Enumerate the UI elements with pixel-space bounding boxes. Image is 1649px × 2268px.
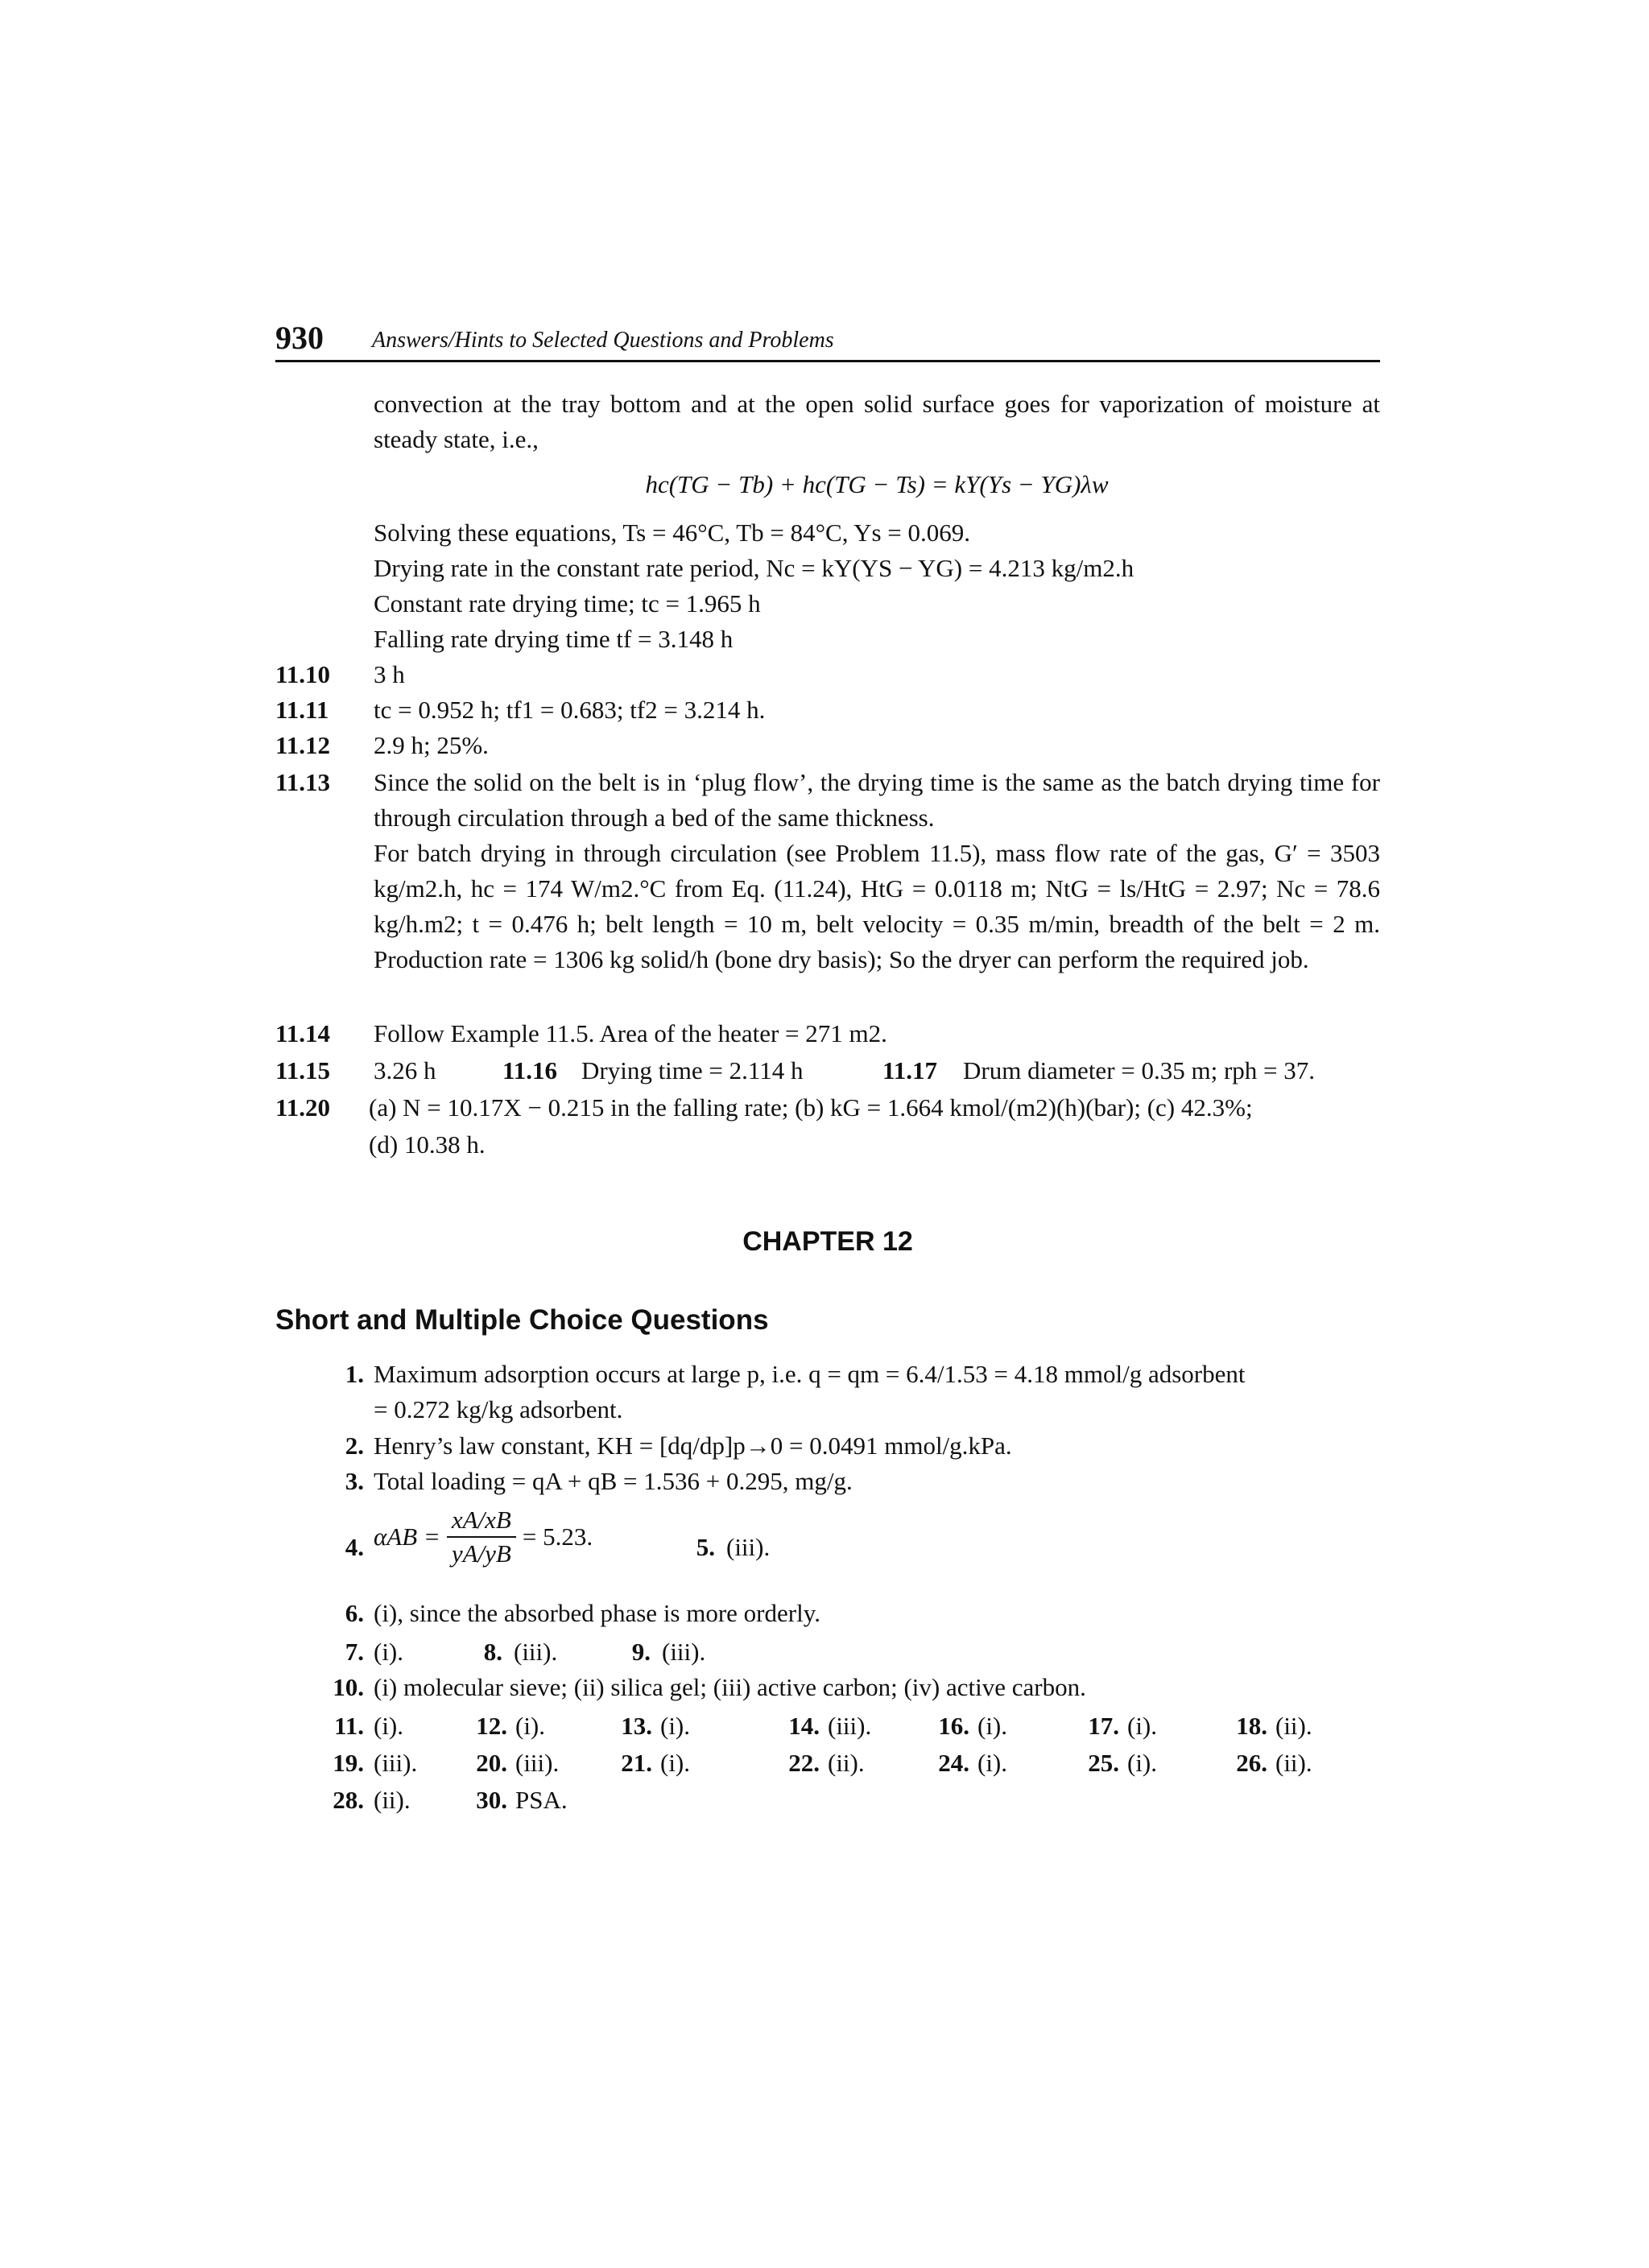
separation-factor-lhs: αAB = (374, 1522, 440, 1551)
question-number: 3. (345, 1467, 364, 1495)
question-answer: (i), since the absorbed phase is more orderly. (374, 1599, 820, 1627)
question-answer: (i). (660, 1749, 691, 1777)
problem-label: 11.16 (502, 1056, 558, 1084)
problem-answer-line-2: (d) 10.38 h. (369, 1130, 486, 1159)
problem-answer: tc = 0.952 h; tf1 = 0.683; tf2 = 3.214 h. (374, 696, 766, 724)
question-answer: (i) molecular sieve; (ii) silica gel; (iii) active carbon; (iv) active carbon. (374, 1673, 1086, 1701)
question-answer: PSA. (515, 1786, 568, 1814)
question-number: 30. (476, 1786, 507, 1814)
problem-answer: Follow Example 11.5. Area of the heater = 271 m2. (374, 1019, 887, 1047)
question-answer: (ii). (374, 1786, 411, 1814)
problem-label: 11.17 (882, 1056, 938, 1084)
question-number: 28. (333, 1786, 364, 1814)
question-number: 22. (788, 1749, 820, 1777)
question-answer: (iii). (726, 1533, 771, 1561)
solution-line-1: Solving these equations, Ts = 46°C, Tb = 84°C, Ys = 0.069. (374, 518, 971, 547)
question-number: 17. (1088, 1712, 1119, 1740)
question-number: 16. (938, 1712, 969, 1740)
question-number: 12. (476, 1712, 507, 1740)
question-answer: (ii). (1275, 1749, 1312, 1777)
question-answer-cont: = 0.272 kg/kg adsorbent. (374, 1395, 623, 1423)
question-answer: (ii). (828, 1749, 865, 1777)
problem-answer: Drying time = 2.114 h (581, 1056, 804, 1084)
question-answer: (i). (374, 1638, 404, 1666)
heat-balance-equation: hc(TG − Tb) + hc(TG − Ts) = kY(Ys − YG)λw (645, 470, 1109, 498)
question-number: 21. (621, 1749, 652, 1777)
solution-line-3: Constant rate drying time; tc = 1.965 h (374, 589, 761, 618)
question-number: 25. (1088, 1749, 1119, 1777)
chapter-heading: CHAPTER 12 (742, 1226, 913, 1257)
question-answer: (iii). (662, 1638, 706, 1666)
question-number: 1. (345, 1360, 364, 1388)
question-answer: (i). (1127, 1749, 1158, 1777)
question-number: 9. (631, 1638, 651, 1666)
question-number: 14. (788, 1712, 820, 1740)
question-answer: (i). (1127, 1712, 1158, 1740)
question-number: 19. (333, 1749, 364, 1777)
page-header (275, 318, 1380, 362)
question-number: 18. (1236, 1712, 1267, 1740)
question-answer: (iii). (514, 1638, 558, 1666)
question-number: 4. (345, 1533, 364, 1561)
question-number: 24. (938, 1749, 969, 1777)
problem-answer: 3 h (374, 660, 405, 688)
problem-label: 11.12 (275, 731, 331, 759)
question-answer: (ii). (1275, 1712, 1312, 1740)
problem-answer-para-1: Since the solid on the belt is in ‘plug flow’, the drying time is the same as the batch drying time for through circulation through a bed of the same thickness. (374, 768, 1380, 832)
question-number: 8. (483, 1638, 502, 1666)
question-answer: Maximum adsorption occurs at large p, i.e. q = qm = 6.4/1.53 = 4.18 mmol/g adsorbent (374, 1360, 1246, 1388)
question-number: 13. (621, 1712, 652, 1740)
question-answer: (i). (515, 1712, 546, 1740)
question-answer: (i). (374, 1712, 404, 1740)
question-number: 5. (696, 1533, 715, 1561)
continuation-paragraph: convection at the tray bottom and at the open solid surface goes for vaporization of moisture at steady state, i.e., (374, 390, 1380, 453)
question-answer: (iii). (374, 1749, 418, 1777)
question-number: 10. (333, 1673, 364, 1701)
question-answer: (i). (977, 1749, 1008, 1777)
solution-line-4: Falling rate drying time tf = 3.148 h (374, 625, 734, 653)
question-number: 20. (476, 1749, 507, 1777)
problem-answer-para-2: For batch drying in through circulation (see Problem 11.5), mass flow rate of the gas, G′ = 3503 kg/m2.h, hc = 174 W/m2.°C from Eq. (11.24), HtG = 0.0118 m; NtG = ls/HtG = 2.97; Nc = 78.6 kg/h.m2; t = 0.476 h; belt length = 10 m, belt velocity = 0.35 m/min, breadth of the belt = 2 m. Production rate = 1306 kg solid/h (bone dry basis); So the dryer can perform the required job. (374, 839, 1380, 973)
question-answer: (iii). (515, 1749, 560, 1777)
problem-answer: 2.9 h; 25%. (374, 731, 489, 759)
page-number: 930 (275, 320, 324, 356)
question-number: 7. (345, 1638, 364, 1666)
question-number: 6. (345, 1599, 364, 1627)
running-title: Answers/Hints to Selected Questions and Problems (372, 328, 834, 353)
question-answer: (i). (977, 1712, 1008, 1740)
problem-label: 11.20 (275, 1093, 331, 1122)
question-answer: (i). (660, 1712, 691, 1740)
question-number: 11. (333, 1712, 364, 1740)
problem-label: 11.11 (275, 696, 329, 724)
problem-answer: Drum diameter = 0.35 m; rph = 37. (963, 1056, 1316, 1084)
separation-factor-rhs: = 5.23. (522, 1522, 593, 1551)
question-number: 26. (1236, 1749, 1267, 1777)
problem-answer-line-1: (a) N = 10.17X − 0.215 in the falling rate; (b) kG = 1.664 kmol/(m2)(h)(bar); (c) 42.3%; (369, 1093, 1253, 1122)
problem-answer: 3.26 h (374, 1056, 436, 1084)
problem-label: 11.10 (275, 660, 331, 688)
problem-label: 11.13 (275, 768, 331, 796)
question-answer: Henry’s law constant, KH = [dq/dp]p→0 = 0.0491 mmol/g.kPa. (374, 1431, 1012, 1460)
section-heading: Short and Multiple Choice Questions (275, 1304, 769, 1336)
fraction-denominator: yA/yB (451, 1539, 511, 1568)
question-answer: Total loading = qA + qB = 1.536 + 0.295, mg/g. (374, 1467, 853, 1495)
separation-factor-fraction (447, 1504, 516, 1570)
solution-line-2: Drying rate in the constant rate period, Nc = kY(YS − YG) = 4.213 kg/m2.h (374, 554, 1134, 582)
separation-factor-expression (374, 1504, 593, 1570)
question-answer: (iii). (828, 1712, 872, 1740)
problem-label: 11.14 (275, 1019, 331, 1047)
question-number: 2. (345, 1431, 364, 1460)
problem-label: 11.15 (275, 1056, 331, 1084)
fraction-numerator: xA/xB (447, 1504, 516, 1538)
